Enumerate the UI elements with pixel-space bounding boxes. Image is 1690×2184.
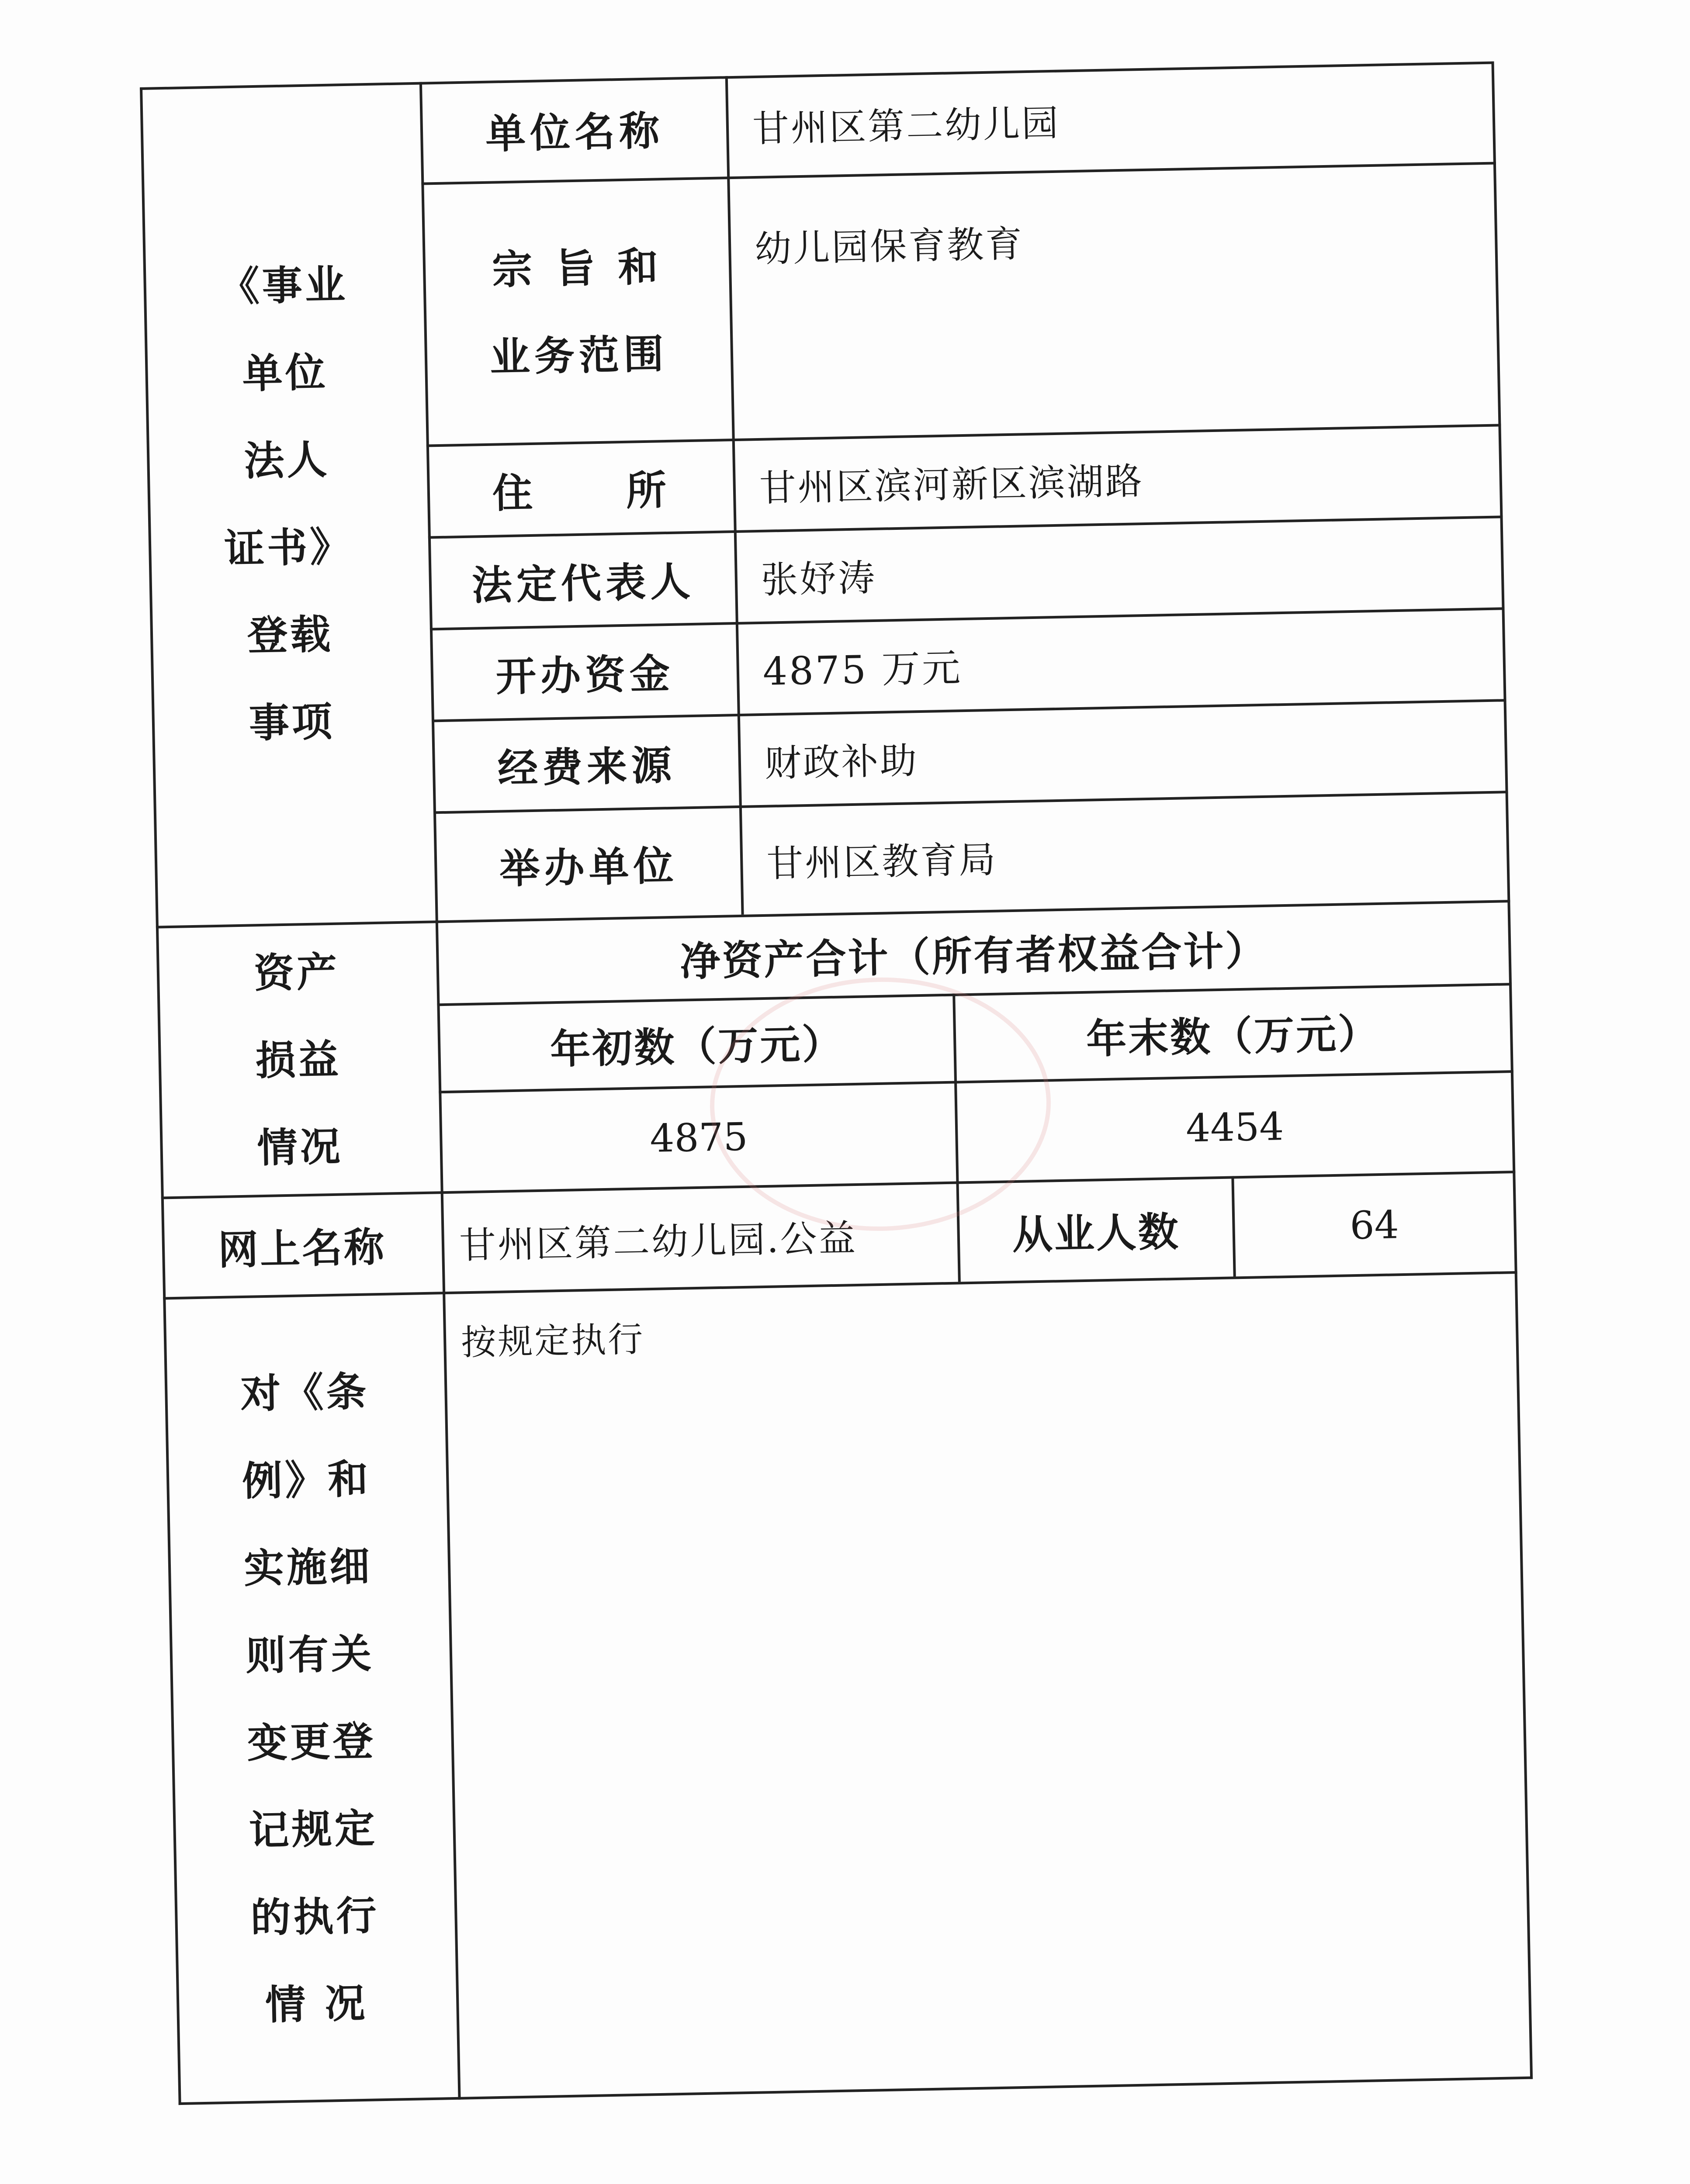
net-assets-title: 净资产合计（所有者权益合计） [679,926,1268,985]
funds-label: 开办资金 [495,650,675,701]
compliance-heading-line: 的执行 [250,1892,380,1942]
sponsor-value: 甘州区教育局 [766,838,998,885]
staff-count-value: 64 [1349,1202,1399,1248]
compliance-heading-line: 则有关 [245,1630,374,1680]
address-value: 甘州区滨河新区滨湖路 [758,459,1144,510]
registration-heading-line: 登载 [247,610,334,660]
unit-name-value: 甘州区第二幼儿园 [752,101,1060,150]
registration-heading [140,82,436,926]
registration-heading-line: 法人 [243,435,330,485]
compliance-heading-line: 记规定 [248,1804,378,1854]
purpose-label-line: 业务范围 [489,330,668,381]
assets-heading-line: 情况 [256,1123,343,1172]
source-value: 财政补助 [764,739,919,785]
registration-heading-line: 单位 [242,348,329,397]
compliance-heading [163,1294,458,2102]
purpose-label-line: 宗 旨 和 [492,243,663,294]
assets-heading-line: 资产 [253,948,340,997]
unit-name-label: 单位名称 [485,107,665,158]
online-name-label: 网上名称 [218,1223,387,1274]
registration-heading-line: 证书》 [224,522,353,573]
compliance-heading-line: 情 况 [265,1979,368,2029]
funds-value: 4875 万元 [762,645,963,694]
legal-rep-value: 张妤涛 [760,556,877,601]
compliance-heading-line: 实施细 [243,1542,373,1593]
sponsor-label: 举办单位 [499,842,679,893]
compliance-heading-line: 例》和 [242,1455,371,1505]
assets-heading-line: 损益 [255,1035,342,1085]
registration-heading-line: 事项 [248,698,335,747]
purpose-value: 幼儿园保育教育 [754,222,1025,270]
registration-heading-line: 《事业 [218,260,348,311]
annual-report-table [140,61,1533,2105]
compliance-value: 按规定执行 [461,1318,645,1363]
legal-rep-label: 法定代表人 [471,557,695,609]
source-label: 经费来源 [497,741,677,792]
compliance-heading-line: 对《条 [240,1368,370,1418]
compliance-heading-line: 变更登 [246,1717,376,1767]
end-year-value: 4454 [1185,1103,1285,1151]
staff-count-label: 从业人数 [1011,1208,1181,1259]
address-label: 住 所 [492,466,671,517]
purpose-label [424,179,732,444]
end-year-label: 年末数（万元） [1086,1009,1381,1063]
online-name-value: 甘州区第二幼儿园.公益 [459,1216,858,1267]
assets-heading [156,923,441,1196]
begin-year-label: 年初数（万元） [550,1020,845,1073]
begin-year-value: 4875 [649,1114,748,1161]
